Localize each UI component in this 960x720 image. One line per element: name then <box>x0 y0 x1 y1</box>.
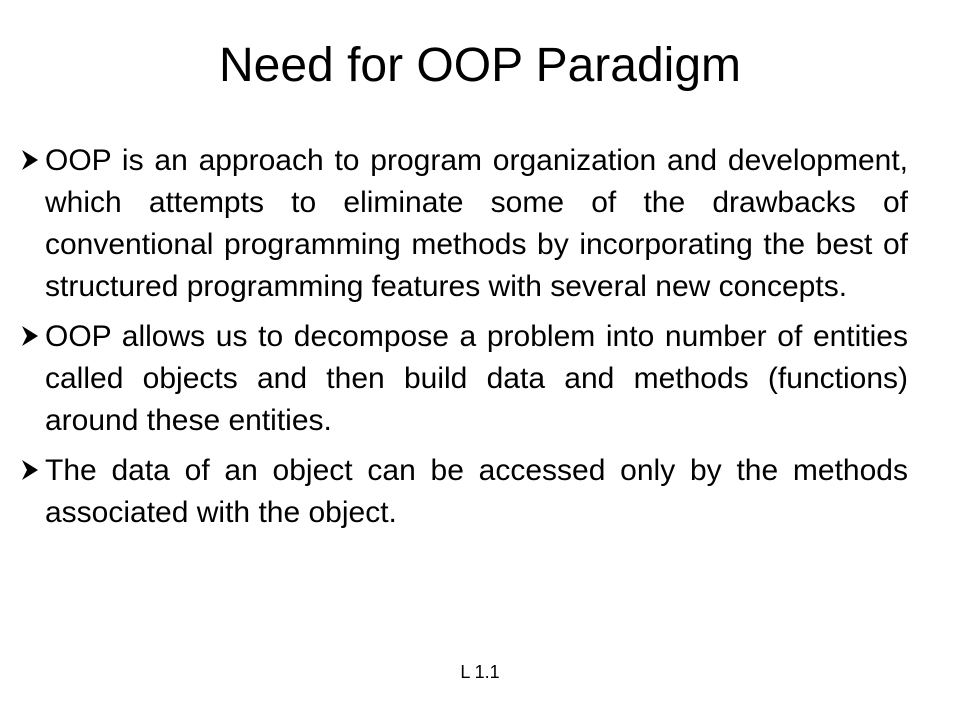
bullet-list <box>21 140 908 542</box>
bullet-text: The data of an object can be accessed only by the methods associated with the object. <box>45 454 908 529</box>
bullet-text: OOP is an approach to program organization and development, which attempts to eliminate some of the drawbacks of conventional programming methods by incorporating the best of structured programming features with several new concepts. <box>45 144 908 303</box>
arrowhead-bullet-icon <box>21 450 41 492</box>
bullet-item-3 <box>21 450 908 534</box>
arrowhead-bullet-icon <box>21 140 41 182</box>
bullet-text: OOP allows us to decompose a problem into number of entities called objects and then build data and methods (functions) around these entities. <box>45 320 908 437</box>
arrowhead-bullet-icon <box>21 316 41 358</box>
slide-title: Need for OOP Paradigm <box>218 39 742 92</box>
bullet-item-1 <box>21 140 908 308</box>
bullet-item-2 <box>21 316 908 442</box>
slide-number: L 1.1 <box>460 662 500 682</box>
